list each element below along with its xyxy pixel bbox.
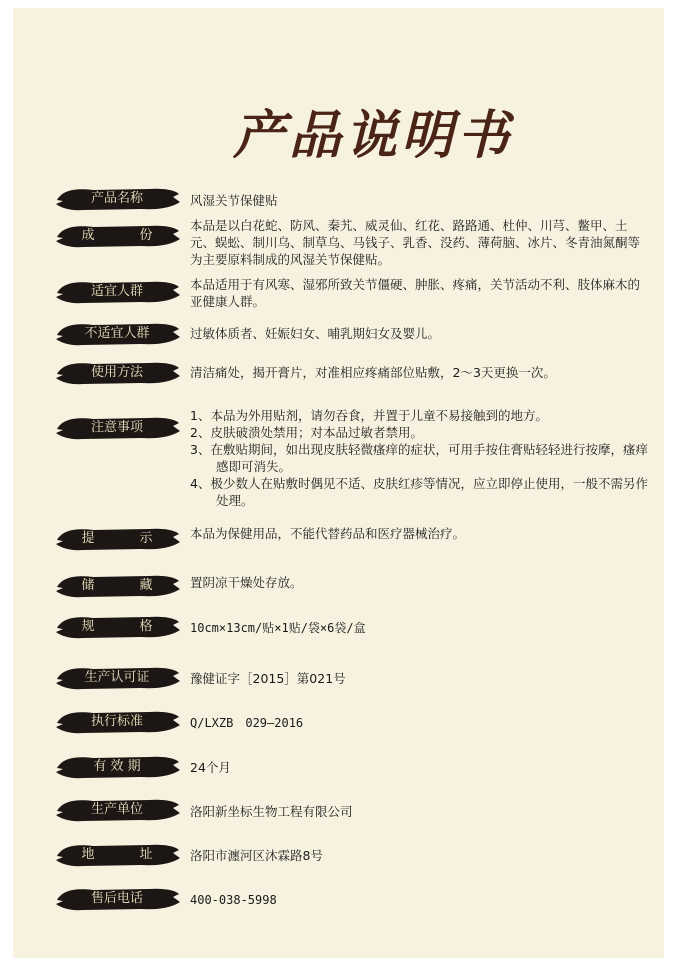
list-item: 1、本品为外用贴剂，请勿吞食，并置于儿童不易接触到的地方。 (190, 408, 548, 423)
row-value: 24个月 (190, 760, 231, 775)
row-value: 清洁痛处，揭开膏片，对准相应疼痛部位贴敷，2～3天更换一次。 (190, 365, 556, 380)
cautions-list (190, 407, 650, 509)
row-label: 生产认可证 (84, 670, 150, 685)
list-item: 4、极少数人在贴敷时偶见不适、皮肤红疹等情况，应立即停止使用，一般不需另作处理。 (190, 476, 648, 508)
label-badge (53, 358, 181, 388)
row-value: 过敏体质者、妊娠妇女、哺乳期妇女及婴儿。 (190, 326, 441, 341)
instruction-sheet (13, 8, 664, 958)
row-value: 本品为保健用品，不能代替药品和医疗器械治疗。 (190, 526, 466, 541)
row-label: 注意事项 (90, 420, 143, 435)
row-label: 生产单位 (90, 802, 143, 817)
label-badge (53, 752, 181, 782)
row-value: 洛阳市瀍河区沐霖路8号 (190, 848, 323, 863)
row-label: 不适宜人群 (84, 326, 150, 341)
row-label: 地 址 (81, 847, 169, 862)
list-item: 3、在敷贴期间，如出现皮肤轻微瘙痒的症状，可用手按住膏贴轻轻进行按摩，瘙痒感即可消失。 (190, 442, 648, 474)
row-value: 本品适用于有风寒、湿邪所致关节僵硬、肿胀、疼痛，关节活动不利、肢体麻木的亚健康人群。 (190, 277, 641, 309)
label-badge (53, 277, 181, 307)
page-title: 产品说明书 (233, 105, 514, 166)
list-item: 2、皮肤破溃处禁用；对本品过敏者禁用。 (190, 425, 423, 440)
label-badge (53, 184, 181, 214)
row-label: 有 效 期 (93, 759, 141, 774)
label-badge (53, 524, 181, 554)
label-badge (53, 319, 181, 349)
row-label: 提 示 (81, 531, 169, 546)
label-badge (53, 884, 181, 914)
row-label: 储 藏 (81, 578, 169, 593)
label-badge (53, 707, 181, 737)
cautions-list-container (190, 407, 650, 509)
row-label: 成 份 (81, 228, 169, 243)
label-badge (53, 571, 181, 601)
label-badge (53, 612, 181, 642)
row-label: 使用方法 (90, 365, 143, 380)
label-badge (53, 840, 181, 870)
row-value: 400-038-5998 (190, 893, 277, 907)
label-badge (53, 413, 181, 443)
label-badge (53, 221, 181, 251)
row-label: 售后电话 (90, 891, 143, 906)
row-value: 本品是以白花蛇、防风、秦艽、威灵仙、红花、路路通、杜仲、川芎、鳖甲、土元、蜈蚣、制川乌、制草乌、马钱子、乳香、没药、薄荷脑、冰片、冬青油氮酮等为主要原料制成的风湿关节保健贴。 (190, 218, 641, 267)
row-label: 产品名称 (90, 191, 143, 206)
row-label: 执行标准 (90, 714, 143, 729)
label-badge (53, 663, 181, 693)
row-value: Q/LXZB 029—2016 (190, 716, 304, 730)
row-value: 洛阳新坐标生物工程有限公司 (190, 804, 353, 819)
row-value: 豫健证字［2015］第021号 (190, 671, 346, 686)
label-badge (53, 795, 181, 825)
row-value: 置阴凉干燥处存放。 (190, 575, 303, 590)
row-value: 10cm×13cm/贴×1贴/袋×6袋/盒 (190, 621, 366, 635)
row-label: 适宜人群 (90, 284, 143, 299)
row-label: 规 格 (81, 619, 169, 634)
row-value: 风湿关节保健贴 (190, 193, 278, 208)
